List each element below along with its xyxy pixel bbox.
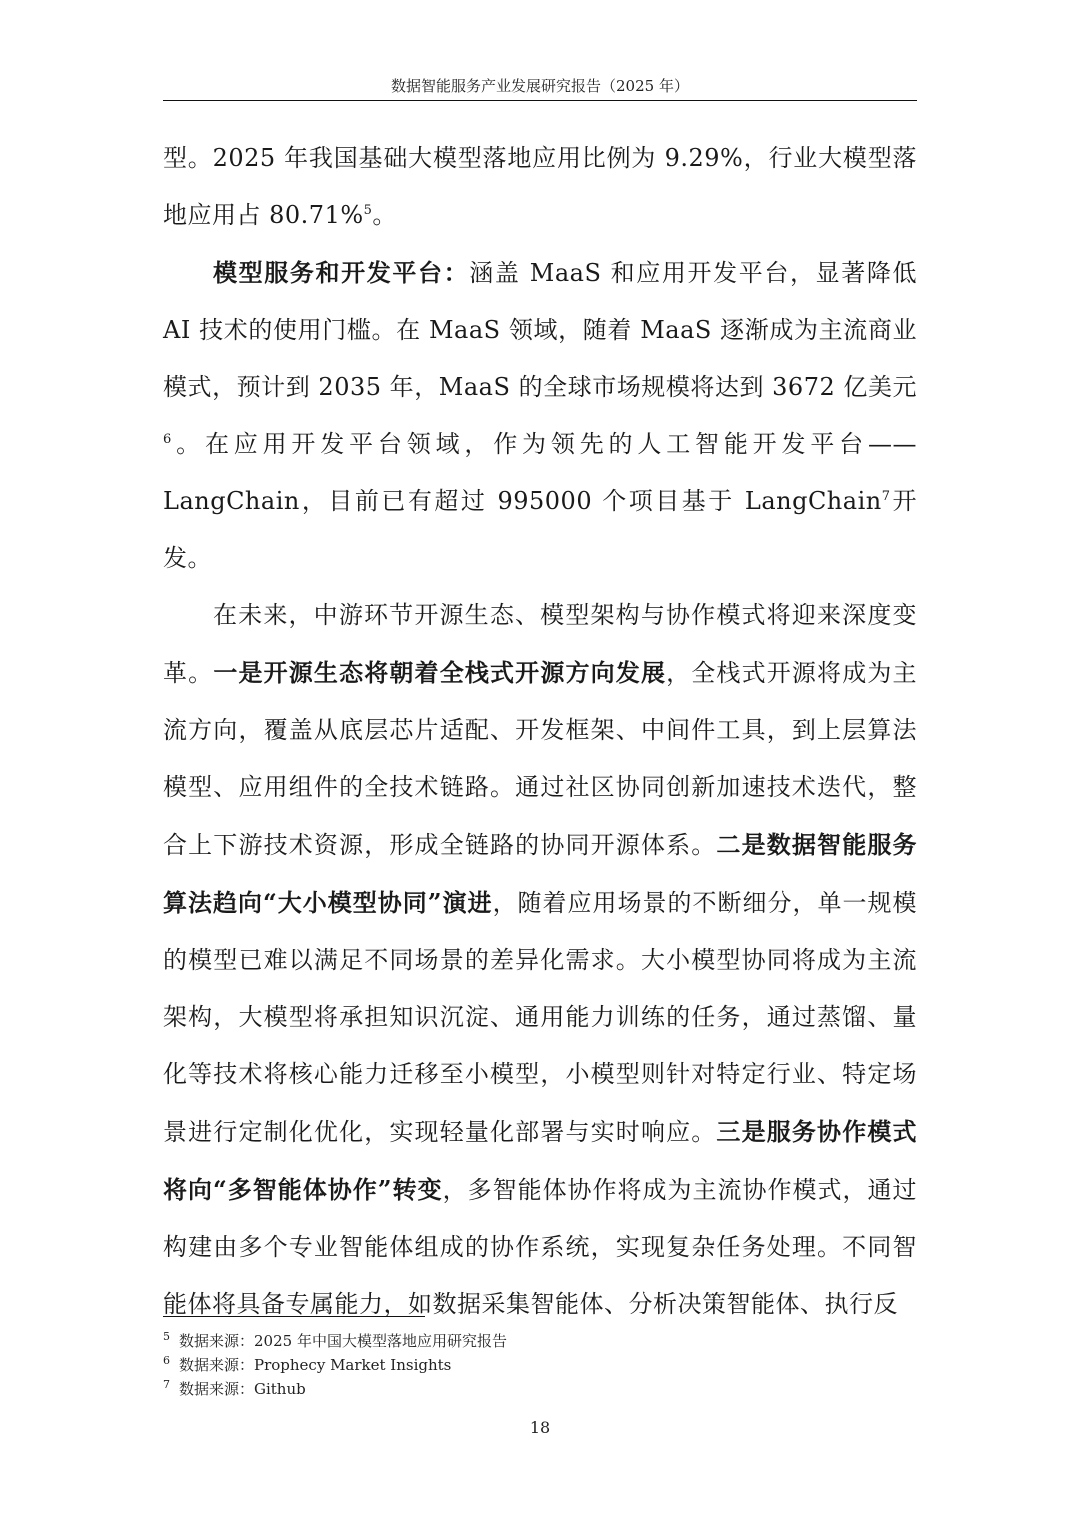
paragraph-3 (163, 587, 917, 1333)
header-rule (163, 100, 917, 101)
footnote-text: 数据来源：2025 年中国大模型落地应用研究报告 (179, 1332, 507, 1350)
paragraph-2-text-c: 开发。 (163, 487, 918, 572)
paragraph-2-text-a: 涵盖 MaaS 和应用开发平台，显著降低 AI 技术的使用门槛。在 MaaS 领域，随着 MaaS 逐渐成为主流商业模式，预计到 2035 年，MaaS 的全球市场规模将达到 3672 亿美元 (163, 259, 918, 401)
paragraph-3-s2: ，全栈式开源将成为主流方向，覆盖从底层芯片适配、开发框架、中间件工具，到上层算法模型、应用组件的全技术链路。通过社区协同创新加速技术迭代，整合上下游技术资源，形成全链路的协同开源体系。 (163, 659, 918, 859)
running-header: 数据智能服务产业发展研究报告（2025 年） (391, 77, 689, 95)
footnote-number: 7 (163, 1378, 170, 1391)
footnote-ref-6[interactable]: 6 (163, 432, 172, 447)
paragraph-3-point-3: 三是服务协作模式将向“多智能体协作”转变 (163, 1117, 918, 1204)
paragraph-3-point-2: 二是数据智能服务算法趋向“大小模型协同”演进 (163, 830, 918, 917)
paragraph-1 (163, 130, 917, 244)
footnote-text: 数据来源：Github (179, 1380, 306, 1398)
paragraph-3-s4: ，多智能体协作将成为主流协作模式，通过构建由多个专业智能体组成的协作系统，实现复杂任务处理。不同智能体将具备专属能力，如数据采集智能体、分析决策智能体、执行反 (163, 1176, 918, 1318)
footnote-6 (163, 1353, 917, 1377)
footnote-number: 6 (163, 1354, 170, 1367)
paragraph-3-point-1: 一是开源生态将朝着全栈式开源方向发展 (213, 658, 667, 687)
body-text (163, 130, 917, 1333)
footnote-number: 5 (163, 1330, 170, 1343)
paragraph-1-text: 型。2025 年我国基础大模型落地应用比例为 9.29%，行业大模型落地应用占 80.71% (163, 144, 917, 229)
paragraph-2 (163, 244, 917, 587)
footnote-5 (163, 1329, 917, 1353)
paragraph-2-text-b: 。在应用开发平台领域，作为领先的人工智能开发平台——LangChain，目前已有超过 995000 个项目基于 LangChain (163, 430, 917, 515)
paragraph-3-s3: ，随着应用场景的不断细分，单一规模的模型已难以满足不同场景的差异化需求。大小模型协同将成为主流架构，大模型将承担知识沉淀、通用能力训练的任务，通过蒸馏、量化等技术将核心能力迁移至小模型，小模型则针对特定行业、特定场景进行定制化优化，实现轻量化部署与实时响应。 (163, 889, 918, 1146)
footnote-ref-7[interactable]: 7 (881, 489, 891, 504)
page-number: 18 (529, 1418, 551, 1437)
footnote-ref-5[interactable]: 5 (363, 203, 373, 218)
footnote-rule (163, 1316, 425, 1317)
paragraph-2-lead: 模型服务和开发平台： (213, 258, 470, 287)
footnote-text: 数据来源：Prophecy Market Insights (179, 1356, 452, 1374)
paragraph-3-s1: 在未来，中游环节开源生态、模型架构与协作模式将迎来深度变革。 (163, 601, 917, 687)
footnote-7 (163, 1377, 917, 1401)
footnotes (163, 1329, 917, 1401)
paragraph-1-tail: 。 (372, 201, 397, 229)
